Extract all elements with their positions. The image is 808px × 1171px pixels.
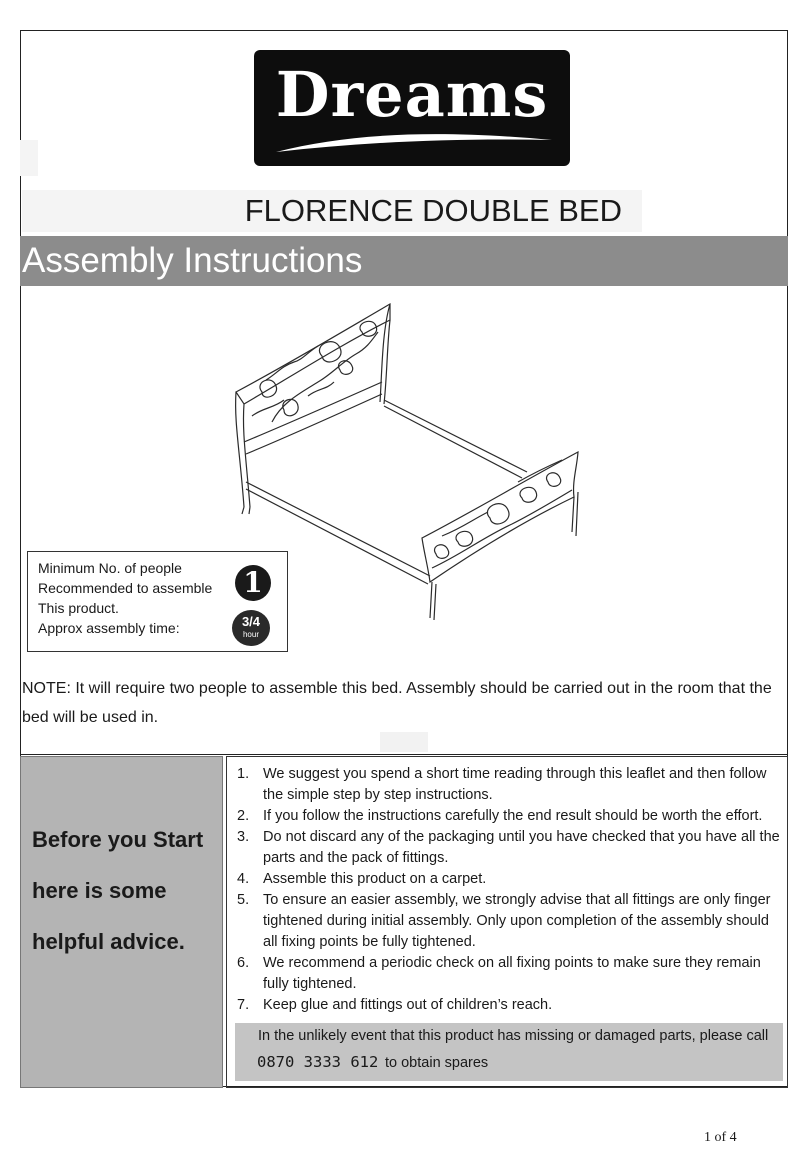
list-item-text: We recommend a periodic check on all fixing points to make sure they remain fully tightened. bbox=[263, 955, 761, 992]
spares-phone: 0870 3333 612 bbox=[257, 1053, 379, 1071]
advice-panel bbox=[20, 756, 223, 1088]
section-divider bbox=[20, 754, 788, 755]
dreams-logo bbox=[254, 50, 570, 166]
spares-tail: to obtain spares bbox=[385, 1055, 489, 1071]
section-title: Assembly Instructions bbox=[22, 241, 363, 280]
people-count-icon: 1 bbox=[235, 565, 271, 601]
list-item-number: 3. bbox=[237, 829, 250, 845]
instructions-list bbox=[235, 764, 780, 1016]
list-item-text: We suggest you spend a short time reading through this leaflet and then follow the simple step by step instructions. bbox=[263, 766, 767, 803]
faint-mark bbox=[380, 732, 428, 752]
product-title: FLORENCE DOUBLE BED bbox=[244, 193, 622, 228]
advice-line-2: here is some bbox=[32, 878, 167, 903]
list-item bbox=[235, 827, 780, 869]
time-fraction: 3/4 bbox=[241, 614, 261, 629]
list-item-number: 4. bbox=[237, 871, 250, 887]
list-item-text: Keep glue and fittings out of children’s reach. bbox=[263, 997, 553, 1013]
spares-text: In the unlikely event that this product has missing or damaged parts, please call bbox=[258, 1028, 769, 1044]
logo-wordmark: Dreams bbox=[275, 58, 549, 131]
section-bar bbox=[20, 236, 788, 286]
list-item-number: 1. bbox=[237, 766, 250, 782]
list-item bbox=[235, 995, 780, 1016]
list-item-number: 2. bbox=[237, 808, 250, 824]
instructions-panel bbox=[226, 756, 788, 1088]
list-item-number: 6. bbox=[237, 955, 250, 971]
info-line-recommended: Recommended to assemble bbox=[38, 580, 213, 596]
margin-tab bbox=[20, 140, 38, 176]
advice-line-3: helpful advice. bbox=[32, 929, 185, 954]
list-item-text: To ensure an easier assembly, we strongly advise that all fittings are only finger tightened during initial assembly. Only upon completion of the assembly should all fixing points be fully tightened. bbox=[263, 892, 771, 950]
list-item-number: 7. bbox=[237, 997, 250, 1013]
list-item-text: Assemble this product on a carpet. bbox=[263, 871, 487, 887]
list-item bbox=[235, 806, 780, 827]
list-item bbox=[235, 764, 780, 806]
bed-rails bbox=[246, 400, 527, 620]
list-item bbox=[235, 890, 780, 953]
footboard bbox=[422, 452, 578, 582]
list-item-text: If you follow the instructions carefully the end result should be worth the effort. bbox=[263, 808, 763, 824]
list-item bbox=[235, 953, 780, 995]
time-unit: hour bbox=[242, 630, 259, 639]
clock-time-icon bbox=[232, 610, 270, 646]
logo-swoosh bbox=[274, 128, 554, 158]
page-number: 1 of 4 bbox=[704, 1130, 737, 1145]
list-item bbox=[235, 869, 780, 890]
info-line-min-people: Minimum No. of people bbox=[38, 560, 182, 576]
headboard bbox=[236, 304, 390, 514]
spares-notice bbox=[235, 1023, 783, 1081]
info-line-product: This product. bbox=[38, 600, 119, 616]
advice-line-1: Before you Start bbox=[32, 827, 204, 852]
list-item-text: Do not discard any of the packaging until you have checked that you have all the parts and the pack of fittings. bbox=[263, 829, 780, 866]
info-line-time: Approx assembly time: bbox=[38, 620, 180, 636]
list-item-number: 5. bbox=[237, 892, 250, 908]
assembly-note: NOTE: It will require two people to assemble this bed. Assembly should be carried out in the room that the bed will be used in. bbox=[22, 680, 772, 726]
assembly-info-box bbox=[27, 551, 288, 652]
